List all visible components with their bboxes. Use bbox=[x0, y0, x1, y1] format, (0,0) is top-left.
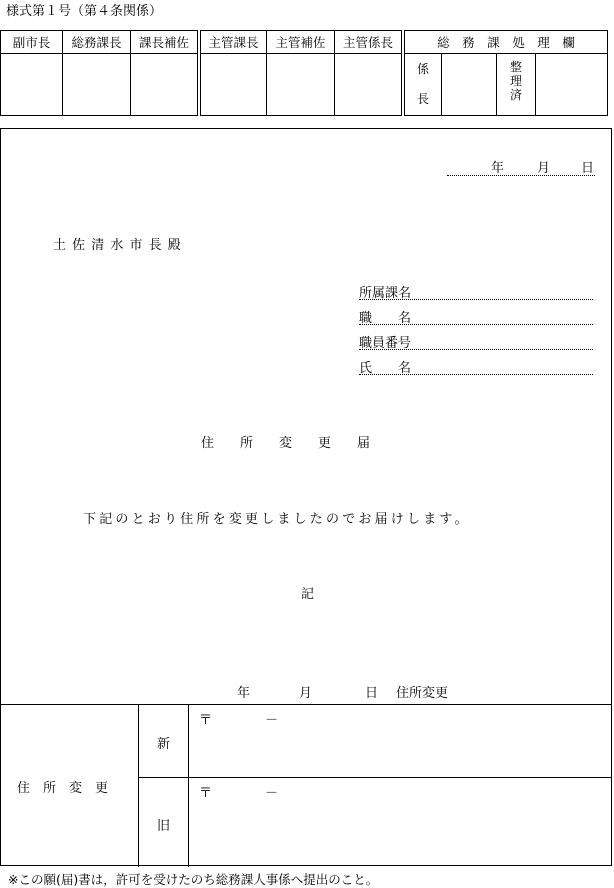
kakaricho-stamp-box bbox=[441, 53, 497, 116]
seiri-char-2: 理 bbox=[509, 74, 522, 88]
header-dept-assistant: 主管補佐 bbox=[266, 30, 335, 54]
address-change-table bbox=[1, 704, 611, 867]
kakaricho-label-cell bbox=[404, 53, 442, 116]
divider-label-col bbox=[138, 705, 139, 867]
date-year-label: 年 bbox=[491, 161, 505, 176]
dept-field[interactable] bbox=[359, 282, 593, 300]
seiri-char-1: 整 bbox=[509, 60, 522, 74]
form-number: 様式第１号（第４条関係） bbox=[6, 4, 163, 19]
new-postal-dash: － bbox=[265, 713, 279, 728]
header-assistant-chief: 課長補佐 bbox=[130, 30, 198, 54]
new-label: 新 bbox=[157, 737, 171, 752]
change-date-month: 月 bbox=[299, 686, 313, 701]
kakari-label: 係 bbox=[416, 62, 429, 76]
dept-label: 所属課名 bbox=[359, 286, 412, 301]
approval-table bbox=[0, 30, 608, 116]
seiri-label-cell bbox=[496, 53, 536, 116]
body-text: 下記のとおり住所を変更しましたのでお届けします。 bbox=[83, 512, 471, 527]
submission-date-line[interactable] bbox=[447, 157, 595, 176]
divider-sub-col bbox=[188, 705, 189, 867]
old-address-field[interactable] bbox=[191, 778, 611, 866]
seiri-stamp-box bbox=[535, 53, 608, 116]
employee-number-label: 職員番号 bbox=[359, 336, 412, 351]
header-processing-column: 総 務 課 処 理 欄 bbox=[404, 30, 608, 54]
date-month-label: 月 bbox=[537, 161, 551, 176]
name-field[interactable] bbox=[359, 357, 593, 375]
new-postal-mark: 〒 bbox=[199, 713, 213, 728]
header-general-affairs-chief: 総務課長 bbox=[62, 30, 131, 54]
document-title: 住 所 変 更 届 bbox=[201, 436, 371, 451]
stamp-box-section-chief bbox=[334, 53, 402, 116]
stamp-box-assistant-chief bbox=[130, 53, 198, 116]
position-label: 職 名 bbox=[359, 311, 412, 326]
date-day-label: 日 bbox=[581, 161, 595, 176]
header-dept-chief: 主管課長 bbox=[200, 30, 267, 54]
header-vice-mayor: 副市長 bbox=[0, 30, 63, 54]
old-label: 旧 bbox=[157, 819, 171, 834]
stamp-box-general-affairs-chief bbox=[62, 53, 131, 116]
footnote: ※この願(届)書は，許可を受けたのち総務課人事係へ提出のこと。 bbox=[8, 872, 379, 887]
stamp-box-dept-chief bbox=[200, 53, 267, 116]
position-field[interactable] bbox=[359, 307, 593, 325]
cho-label: 長 bbox=[416, 92, 429, 106]
old-postal-dash: － bbox=[265, 786, 279, 801]
stamp-box-dept-assistant bbox=[266, 53, 335, 116]
name-label: 氏 名 bbox=[359, 361, 412, 376]
header-section-chief: 主管係長 bbox=[334, 30, 402, 54]
new-address-field[interactable] bbox=[191, 705, 611, 777]
address-change-label: 住 所 変 更 bbox=[17, 781, 109, 796]
change-date-day: 日 bbox=[365, 686, 379, 701]
addressee: 土 佐 清 水 市 長 殿 bbox=[53, 238, 182, 253]
change-date-label: 住所変更 bbox=[396, 686, 449, 701]
seiri-char-3: 済 bbox=[509, 88, 522, 102]
old-postal-mark: 〒 bbox=[199, 786, 213, 801]
change-date-line[interactable] bbox=[237, 682, 467, 700]
employee-number-field[interactable] bbox=[359, 332, 593, 350]
stamp-box-vice-mayor bbox=[0, 53, 63, 116]
ki-label: 記 bbox=[301, 587, 315, 602]
change-date-year: 年 bbox=[237, 686, 251, 701]
notification-form bbox=[0, 128, 612, 866]
